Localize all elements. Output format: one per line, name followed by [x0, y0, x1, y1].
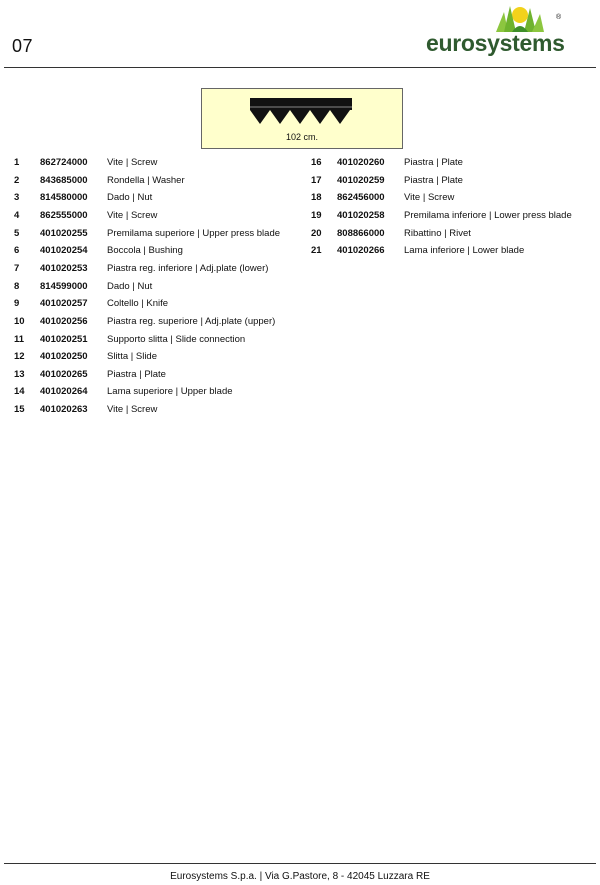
header-divider [4, 67, 596, 68]
part-code: 401020256 [40, 315, 88, 327]
part-description: Dado | Nut [107, 280, 153, 292]
part-row [14, 192, 304, 206]
part-row [14, 245, 304, 259]
part-index: 13 [14, 368, 25, 380]
part-index: 21 [311, 245, 322, 257]
part-row [311, 192, 596, 206]
part-code: 862456000 [337, 192, 385, 204]
part-code: 401020263 [40, 404, 88, 416]
part-code: 401020255 [40, 227, 88, 239]
blade-diagram-icon [250, 98, 352, 128]
part-code: 401020265 [40, 368, 88, 380]
part-description: Piastra | Plate [404, 174, 463, 186]
part-code: 814580000 [40, 192, 88, 204]
part-description: Coltello | Knife [107, 298, 169, 310]
part-row [14, 404, 304, 418]
part-row [14, 157, 304, 171]
part-row [14, 316, 304, 330]
part-row [14, 263, 304, 277]
part-index: 14 [14, 386, 25, 398]
part-code: 401020259 [337, 174, 385, 186]
part-index: 12 [14, 351, 25, 363]
part-description: Piastra | Plate [107, 368, 166, 380]
part-index: 15 [14, 404, 25, 416]
part-description: Lama inferiore | Lower blade [404, 245, 525, 257]
part-code: 401020266 [337, 245, 385, 257]
eurosystems-logo [424, 2, 598, 62]
part-code: 401020260 [337, 157, 385, 168]
part-index: 5 [14, 227, 20, 239]
part-code: 401020254 [40, 245, 88, 257]
blade-size-label: 102 cm. [285, 132, 318, 142]
part-code: 401020257 [40, 298, 88, 310]
part-description: Dado | Nut [107, 192, 153, 204]
part-description: Vite | Screw [107, 404, 158, 416]
part-index: 2 [14, 174, 20, 186]
part-code: 808866000 [337, 227, 385, 239]
part-description: Piastra reg. inferiore | Adj.plate (lower) [107, 262, 269, 274]
part-index: 10 [14, 315, 25, 327]
part-code: 862724000 [40, 157, 88, 168]
part-row [14, 386, 304, 400]
part-row [311, 210, 596, 224]
part-description: Vite | Screw [107, 157, 158, 168]
footer-address: Eurosystems S.p.a. | Via G.Pastore, 8 - 42045 Luzzara RE [170, 871, 430, 882]
part-index: 1 [14, 157, 20, 168]
part-code: 862555000 [40, 209, 88, 221]
part-row [14, 281, 304, 295]
part-description: Premilama inferiore | Lower press blade [404, 209, 572, 221]
footer-divider [4, 863, 596, 864]
part-description: Premilama superiore | Upper press blade [107, 227, 281, 239]
part-row [311, 175, 596, 189]
part-index: 20 [311, 227, 322, 239]
part-row [14, 298, 304, 312]
part-row [14, 334, 304, 348]
blade-figure [201, 88, 403, 149]
page-number: 07 [12, 36, 34, 56]
part-index: 6 [14, 245, 20, 257]
part-index: 9 [14, 298, 20, 310]
part-index: 18 [311, 192, 322, 204]
logo-text: eurosystems [426, 30, 565, 56]
part-code: 843685000 [40, 174, 88, 186]
part-code: 814599000 [40, 280, 88, 292]
part-index: 16 [311, 157, 322, 168]
part-row [14, 351, 304, 365]
part-description: Supporto slitta | Slide connection [107, 333, 246, 345]
part-index: 7 [14, 262, 20, 274]
part-code: 401020258 [337, 209, 385, 221]
part-code: 401020251 [40, 333, 88, 345]
part-code: 401020264 [40, 386, 88, 398]
part-index: 4 [14, 209, 20, 221]
part-index: 8 [14, 280, 20, 292]
part-row [311, 228, 596, 242]
part-code: 401020250 [40, 351, 88, 363]
part-row [14, 369, 304, 383]
part-row [311, 245, 596, 259]
part-code: 401020253 [40, 262, 88, 274]
part-description: Ribattino | Rivet [404, 227, 471, 239]
part-index: 19 [311, 209, 322, 221]
part-description: Vite | Screw [404, 192, 455, 204]
part-description: Rondella | Washer [107, 174, 185, 186]
part-description: Boccola | Bushing [107, 245, 183, 257]
part-description: Piastra reg. superiore | Adj.plate (upper) [107, 315, 276, 327]
part-description: Piastra | Plate [404, 157, 463, 168]
part-description: Vite | Screw [107, 209, 158, 221]
part-row [14, 175, 304, 189]
part-row [14, 228, 304, 242]
part-row [311, 157, 596, 171]
part-index: 11 [14, 333, 25, 345]
part-description: Slitta | Slide [107, 351, 157, 363]
part-index: 3 [14, 192, 20, 204]
logo-registered-mark: ® [556, 14, 562, 21]
part-index: 17 [311, 174, 322, 186]
part-row [14, 210, 304, 224]
part-description: Lama superiore | Upper blade [107, 386, 233, 398]
